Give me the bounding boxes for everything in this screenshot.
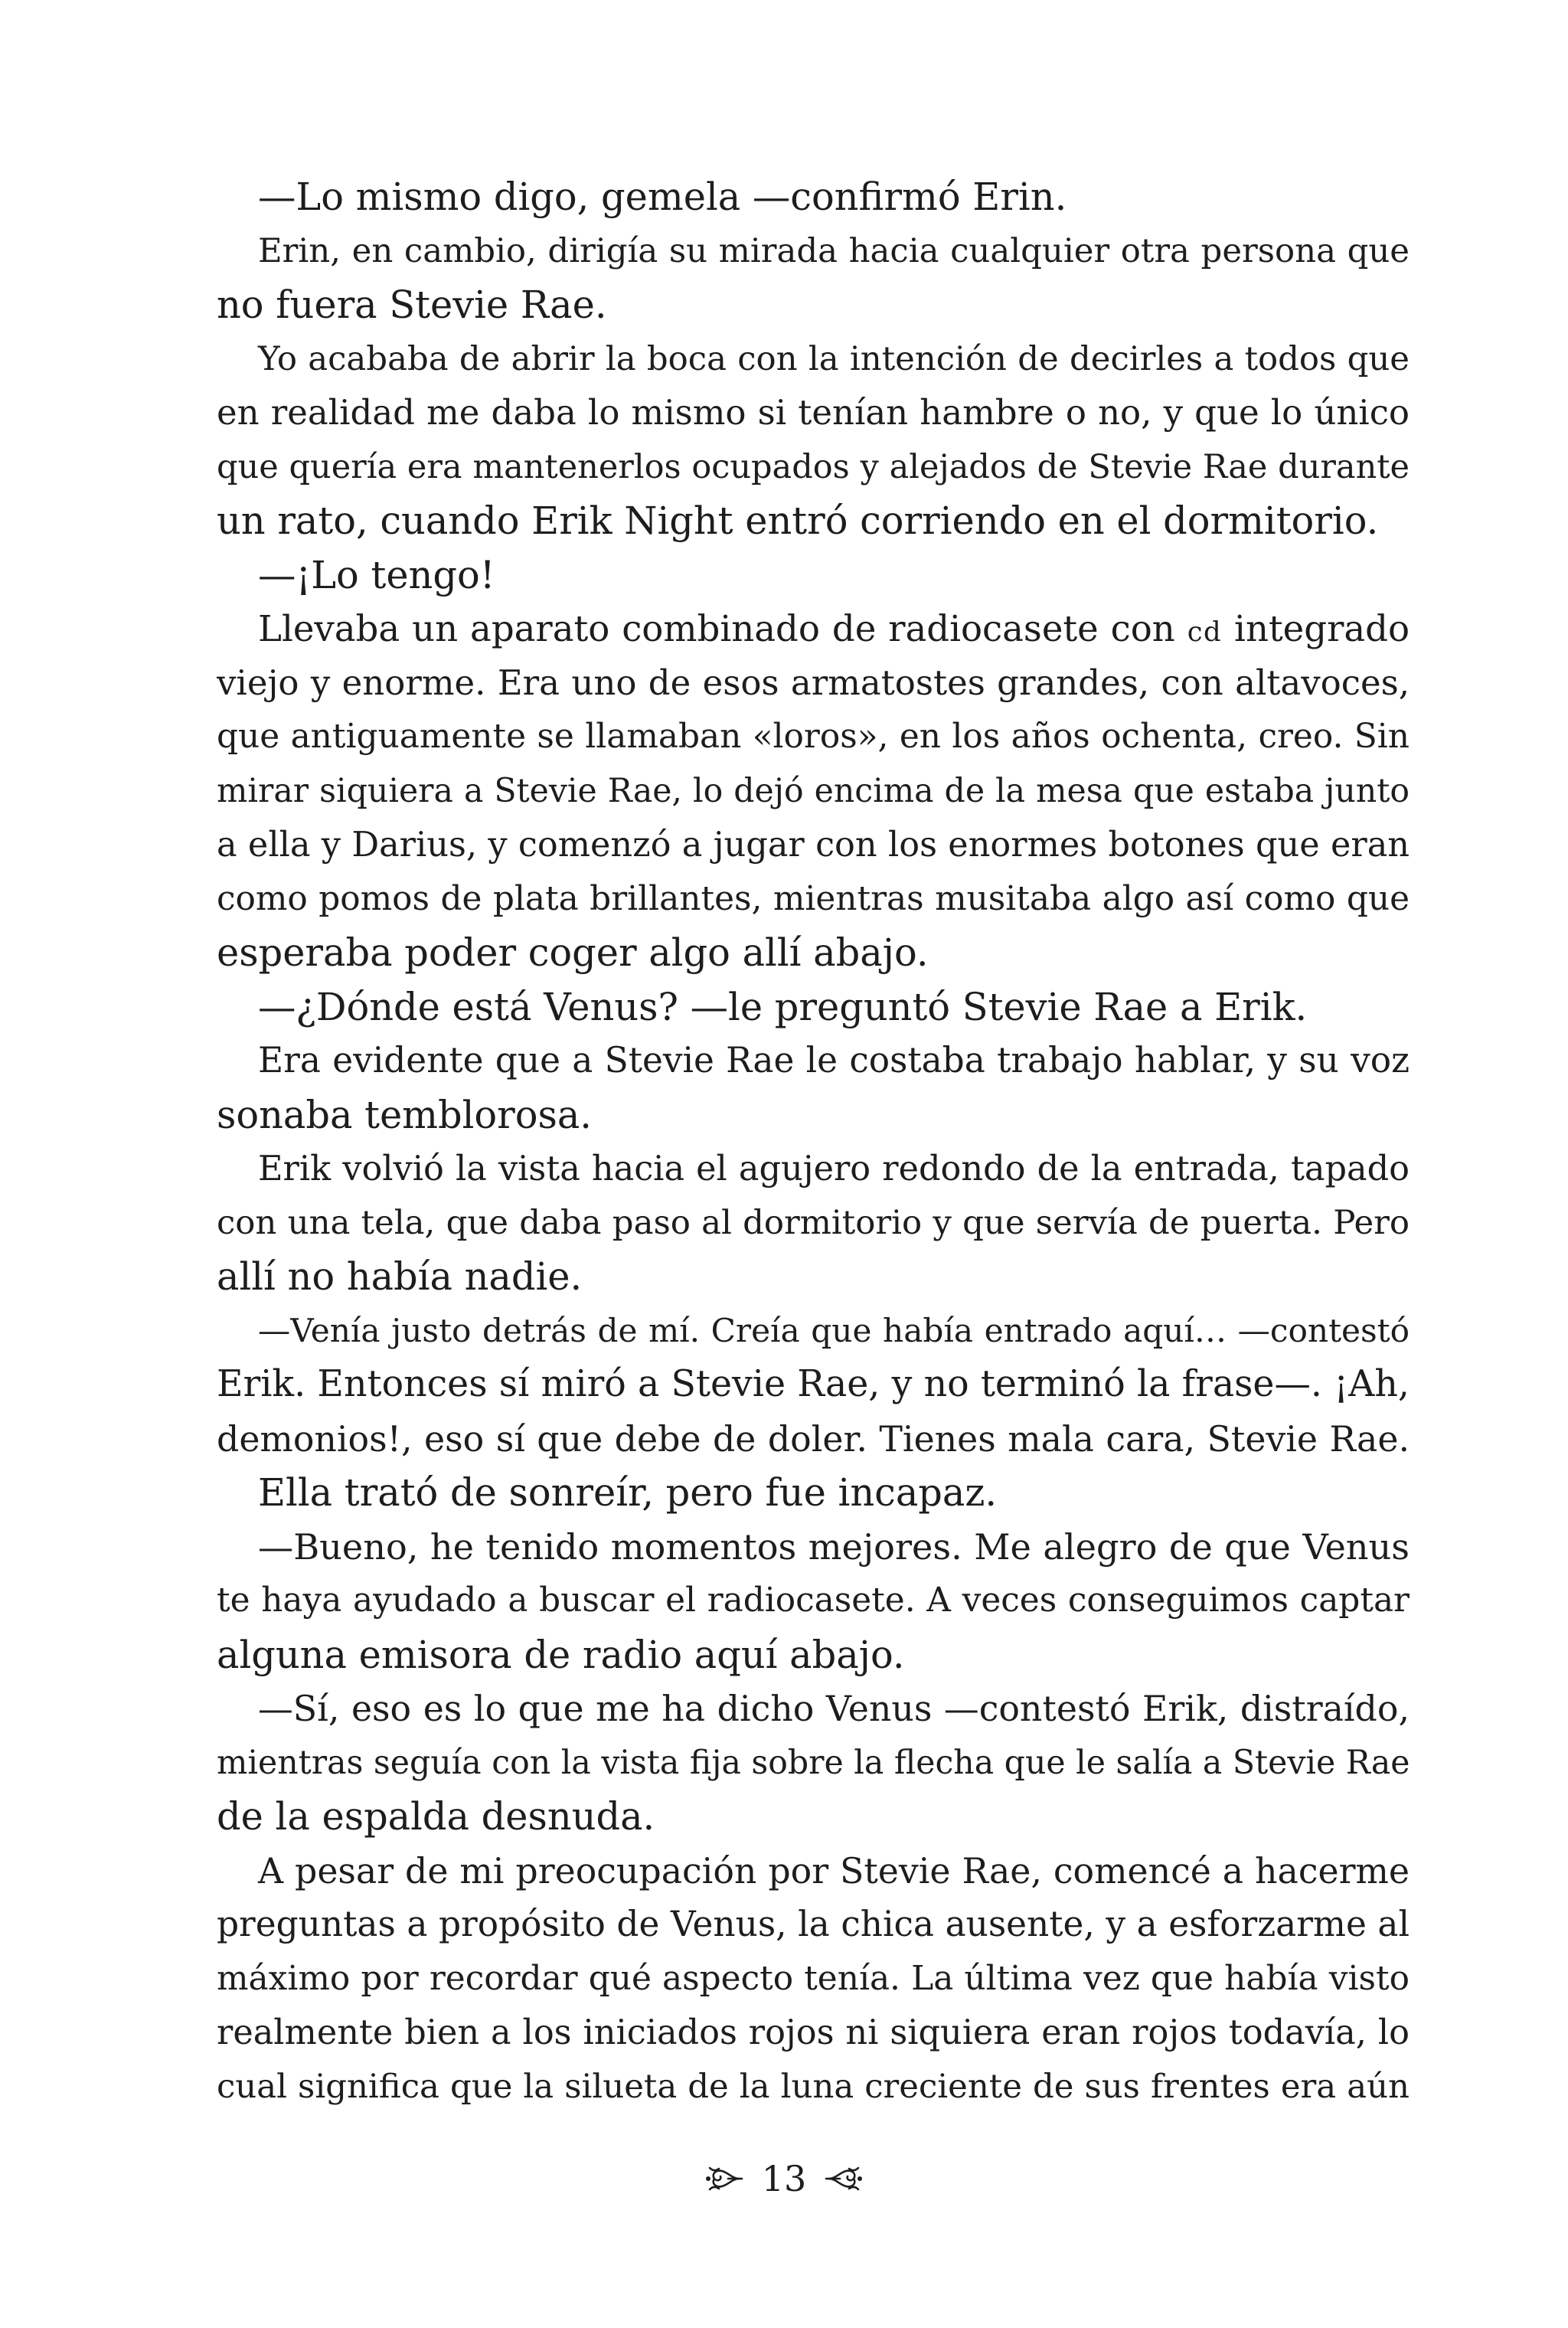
text-line: realmente bien a los iniciados rojos ni siquiera eran rojos todavía, lo xyxy=(217,2012,1410,2052)
text-line: —Lo mismo digo, gemela —confirmó Erin. xyxy=(258,175,1067,219)
floral-ornament-icon xyxy=(825,2162,863,2196)
page-footer xyxy=(0,2152,1568,2205)
text-line: —Venía justo detrás de mí. Creía que había entrado aquí… —contestó xyxy=(258,1311,1410,1349)
floral-ornament-icon xyxy=(705,2162,743,2196)
text-line: Era evidente que a Stevie Rae le costaba trabajo hablar, y su voz xyxy=(258,1040,1410,1081)
text-line: —¿Dónde está Venus? —le preguntó Stevie Rae a Erik. xyxy=(258,984,1308,1029)
text-line: preguntas a propósito de Venus, la chica ausente, y a esforzarme al xyxy=(217,1904,1410,1944)
text-segment: Llevaba un aparato combinado de radiocasete con xyxy=(258,608,1187,649)
text-line: que quería era mantenerlos ocupados y alejados de Stevie Rae durante xyxy=(217,447,1410,486)
text-line: Erik. Entonces sí miró a Stevie Rae, y no terminó la frase—. ¡Ah, xyxy=(217,1363,1410,1405)
text-line: A pesar de mi preocupación por Stevie Rae, comencé a hacerme xyxy=(258,1849,1410,1892)
text-line: mirar siquiera a Stevie Rae, lo dejó encima de la mesa que estaba junto xyxy=(217,771,1410,810)
text-line: Yo acababa de abrir la boca con la intención de decirles a todos que xyxy=(258,339,1410,378)
text-line: viejo y enorme. Era uno de esos armatostes grandes, con altavoces, xyxy=(217,662,1410,703)
text-line: como pomos de plata brillantes, mientras musitaba algo así como que xyxy=(217,878,1410,918)
text-segment: integrado xyxy=(1222,608,1410,649)
page-number: 13 xyxy=(761,2158,807,2199)
text-line: cual significa que la silueta de la luna creciente de sus frentes era aún xyxy=(217,2067,1410,2106)
text-line: —Bueno, he tenido momentos mejores. Me alegro de que Venus xyxy=(258,1525,1410,1568)
text-line: demonios!, eso sí que debe de doler. Tienes mala cara, Stevie Rae. xyxy=(217,1417,1410,1460)
text-line: —Sí, eso es lo que me ha dicho Venus —contestó Erik, distraído, xyxy=(258,1688,1410,1729)
text-line: en realidad me daba lo mismo si tenían hambre o no, y que lo único xyxy=(217,392,1410,433)
text-line: no fuera Stevie Rae. xyxy=(217,283,607,327)
text-line: —¡Lo tengo! xyxy=(258,552,495,597)
text-line: allí no había nadie. xyxy=(217,1254,583,1299)
text-line: Ella trató de sonreír, pero fue incapaz. xyxy=(258,1470,998,1515)
body-text xyxy=(217,170,1410,2114)
small-caps-abbreviation: cd xyxy=(1187,616,1223,648)
text-line: esperaba poder coger algo allí abajo. xyxy=(217,930,929,975)
text-line: que antiguamente se llamaban «loros», en los años ochenta, creo. Sin xyxy=(217,717,1410,756)
text-line: mientras seguía con la vista fija sobre la flecha que le salía a Stevie Rae xyxy=(217,1743,1410,1782)
text-line: un rato, cuando Erik Night entró corriendo en el dormitorio. xyxy=(217,499,1379,543)
text-line: con una tela, que daba paso al dormitorio y que servía de puerta. Pero xyxy=(217,1203,1410,1242)
text-line: Erin, en cambio, dirigía su mirada hacia cualquier otra persona que xyxy=(258,231,1410,270)
text-line: te haya ayudado a buscar el radiocasete. A veces conseguimos captar xyxy=(217,1581,1410,1620)
text-line: sonaba temblorosa. xyxy=(217,1092,592,1137)
text-line: alguna emisora de radio aquí abajo. xyxy=(217,1632,905,1677)
text-line: máximo por recordar qué aspecto tenía. La última vez que había visto xyxy=(217,1958,1410,1998)
text-line xyxy=(217,602,1410,656)
text-line: a ella y Darius, y comenzó a jugar con los enormes botones que eran xyxy=(217,825,1410,865)
text-line: Erik volvió la vista hacia el agujero redondo de la entrada, tapado xyxy=(258,1149,1410,1189)
text-line: de la espalda desnuda. xyxy=(217,1794,655,1839)
